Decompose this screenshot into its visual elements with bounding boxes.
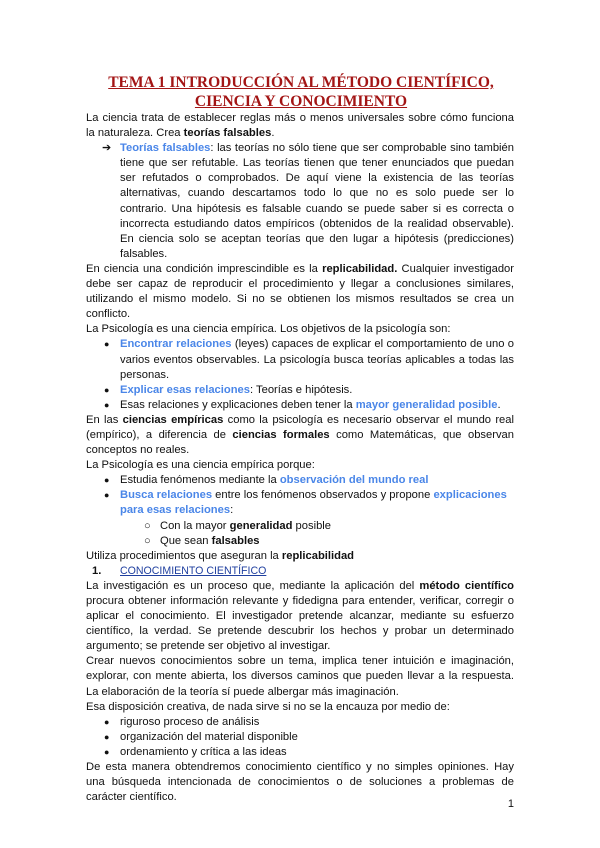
arrow-icon: ➔: [102, 142, 112, 155]
sub-list-item: ○ Con la mayor generalidad posible: [86, 519, 514, 534]
replicabilidad-paragraph: En ciencia una condición imprescindible es la replicabilidad. Cualquier investigador debe ser capaz de reproducir el procedimiento y llegar a conclusiones similares, utilizando el mismo modelo. Si no se obtienen los mismos resultados se crea un conflicto.: [86, 262, 514, 321]
term-teorias-falsables: Teorías falsables: [120, 142, 211, 155]
bullet-icon: ●: [104, 339, 110, 350]
list-item: ● Encontrar relaciones (leyes) capaces de explicar el comportamiento de uno o varios eventos observables. La psicología busca teorías aplicables a todas las personas.: [104, 338, 514, 381]
arrow-list-item: ➔ Teorías falsables: las teorías no sólo tiene que ser comprobable sino también tiene que ser refutable. Las teorías tienen que tener enunciados que puedan ser refutados o comprobados. De aquí viene la existencia de las teorías alternativas, cuando descartamos todo lo que no es solo puede ser lo contrario. Una hipótesis es falsable cuando se puede saber si es correcta o incorrecta estudiando datos empíricos (obtenidos de la realidad observable). En ciencia solo se aceptan teorías que den lugar a hipótesis (predicciones) falsables.: [102, 142, 514, 260]
list-item: ● Busca relaciones entre los fenómenos observados y propone explicaciones para esas relaciones:: [104, 489, 507, 517]
objetivos-intro: La Psicología es una ciencia empírica. Los objetivos de la psicología son:: [86, 323, 451, 336]
bullet-icon: ●: [104, 384, 110, 395]
section-title: CONOCIMIENTO CIENTÍFICO: [120, 564, 267, 577]
intro-paragraph: La ciencia trata de establecer reglas más o menos universales sobre cómo funciona la naturaleza. Crea teorías falsables.: [86, 112, 514, 140]
list-item: ● Estudia fenómenos mediante la observación del mundo real: [86, 473, 514, 488]
title-line-1: TEMA 1 INTRODUCCIÓN AL MÉTODO CIENTÍFICO,: [108, 74, 494, 91]
conclusion-paragraph: De esta manera obtendremos conocimiento científico y no simples opiniones. Hay una búsqueda intencionada de conocimientos o de soluciones a problemas de carácter científico.: [86, 761, 514, 804]
document-body: [86, 111, 514, 805]
circle-bullet-icon: ○: [144, 534, 151, 547]
list-item: ● ordenamiento y crítica a las ideas: [86, 745, 514, 760]
sub-list-item: ○ Que sean falsables: [86, 534, 514, 549]
bullet-icon: ●: [104, 731, 110, 742]
list-item: ● riguroso proceso de análisis: [86, 715, 514, 730]
bullet-icon: ●: [104, 490, 110, 501]
section-number: 1.: [92, 564, 102, 577]
investigacion-paragraph: La investigación es un proceso que, mediante la aplicación del método científico procura obtener información relevante y fidedigna para entender, verificar, corregir o aplicar el conocimiento. El investigador pretende alcanzar, mediante su esfuerzo científico, la verdad. Se pretende descubrir los hechos y probar un determinado argumento; se pretende ser objetivo al investigar.: [86, 579, 514, 653]
ciencias-empiricas-paragraph: En las ciencias empíricas como la psicología es necesario observar el mundo real (empírico), a diferencia de ciencias formales como Matemáticas, que observan conceptos no reales.: [86, 413, 514, 457]
page-number: 1: [507, 798, 514, 810]
section-heading: [86, 564, 514, 579]
disposicion-paragraph: Esa disposición creativa, de nada sirve si no se la encauza por medio de:: [86, 700, 450, 713]
title-line-2: CIENCIA Y CONOCIMIENTO: [194, 93, 408, 110]
bullet-icon: ●: [104, 746, 110, 757]
list-item: ● Explicar esas relaciones: Teorías e hipótesis.: [86, 383, 514, 398]
replicabilidad-line: Utiliza procedimientos que aseguran la replicabilidad: [86, 549, 355, 562]
porque-intro: La Psicología es una ciencia empírica porque:: [86, 459, 315, 472]
conocimientos-paragraph: Crear nuevos conocimientos sobre un tema, implica tener intuición e imaginación, explorar, con mente abierta, los diversos caminos que pueden llevar a la respuesta. La elaboración de la teoría sí puede albergar más imaginación.: [86, 655, 514, 698]
list-item: ● Esas relaciones y explicaciones deben tener la mayor generalidad posible.: [86, 398, 514, 413]
list-item: ● organización del material disponible: [86, 730, 514, 745]
bullet-icon: ●: [104, 399, 110, 410]
circle-bullet-icon: ○: [144, 519, 151, 532]
bullet-icon: ●: [104, 475, 110, 486]
bullet-icon: ●: [104, 716, 110, 727]
